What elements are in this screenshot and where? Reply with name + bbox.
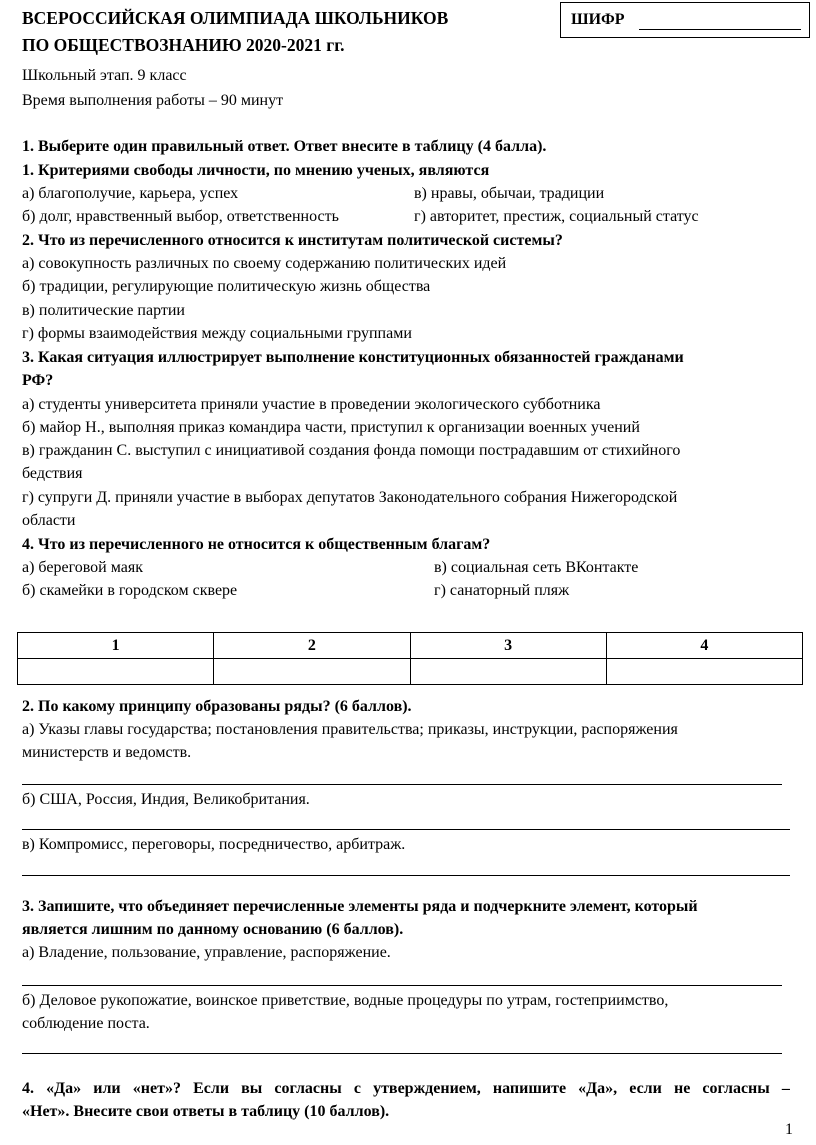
cipher-field-line xyxy=(639,29,801,30)
title-line-1: ВСЕРОССИЙСКАЯ ОЛИМПИАДА ШКОЛЬНИКОВ xyxy=(22,8,449,28)
q3-option-g-line-2: области xyxy=(22,512,76,529)
q3-text-line-2: РФ? xyxy=(22,372,54,389)
q2-option-b: б) традиции, регулирующие политическую жизнь общества xyxy=(22,278,431,295)
task4-word: не xyxy=(673,1080,691,1097)
q3-option-b: б) майор Н., выполняя приказ командира части, приступил к организации военных учений xyxy=(22,419,640,436)
page-number: 1 xyxy=(785,1121,793,1138)
task2-b-answer-line[interactable] xyxy=(22,829,790,830)
q4-option-g: г) санаторный пляж xyxy=(434,582,570,599)
task2-v-text: в) Компромисс, переговоры, посредничество, арбитраж. xyxy=(22,836,406,853)
task4-word: с xyxy=(353,1080,361,1097)
task4-word: согласны xyxy=(274,1080,342,1097)
cipher-box xyxy=(560,2,810,38)
q1-option-g: г) авторитет, престиж, социальный статус xyxy=(414,208,699,225)
task3-a-text: а) Владение, пользование, управление, распоряжение. xyxy=(22,944,391,961)
answer-cell-4[interactable] xyxy=(606,659,802,685)
answer-cell-3[interactable] xyxy=(410,659,606,685)
q1-option-v: в) нравы, обычаи, традиции xyxy=(414,185,605,202)
task4-word: если xyxy=(629,1080,662,1097)
task4-heading-line-2: «Нет». Внесите свои ответы в таблицу (10 баллов). xyxy=(22,1103,390,1120)
q3-text-line-1: 3. Какая ситуация иллюстрирует выполнение конституционных обязанностей гражданами xyxy=(22,349,684,366)
q4-option-v: в) социальная сеть ВКонтакте xyxy=(434,559,639,576)
task4-word: – xyxy=(781,1080,790,1097)
task3-b-line-2: соблюдение поста. xyxy=(22,1015,150,1032)
task4-word: «нет»? xyxy=(132,1080,181,1097)
q3-option-g-line-1: г) супруги Д. приняли участие в выборах депутатов Законодательного собрания Нижегородской xyxy=(22,489,678,506)
answer-table-header-row xyxy=(18,633,803,659)
task4-word: или xyxy=(93,1080,121,1097)
task3-a-answer-line[interactable] xyxy=(22,985,782,986)
task4-word: утверждением, xyxy=(373,1080,481,1097)
task4-word: напишите xyxy=(492,1080,567,1097)
answer-cell-1[interactable] xyxy=(18,659,214,685)
task4-word: «Да» xyxy=(46,1080,82,1097)
answer-table-header-3: 3 xyxy=(410,633,606,659)
answer-table-header-2: 2 xyxy=(214,633,410,659)
answer-table-header-4: 4 xyxy=(606,633,802,659)
q3-option-v-line-2: бедствия xyxy=(22,465,83,482)
task4-word: вы xyxy=(241,1080,263,1097)
answer-cell-2[interactable] xyxy=(214,659,410,685)
q2-text: 2. Что из перечисленного относится к институтам политической системы? xyxy=(22,232,563,249)
task4-heading-line-1 xyxy=(22,1080,790,1098)
q3-option-a: а) студенты университета приняли участие в проведении экологического субботника xyxy=(22,396,601,413)
q1-text: 1. Критериями свободы личности, по мнению ученых, являются xyxy=(22,162,490,179)
task3-heading-line-1: 3. Запишите, что объединяет перечисленные элементы ряда и подчеркните элемент, который xyxy=(22,898,698,915)
task4-word: Если xyxy=(193,1080,230,1097)
cipher-label: ШИФР xyxy=(571,11,625,28)
task1-heading: 1. Выберите один правильный ответ. Ответ внесите в таблицу (4 балла). xyxy=(22,138,547,155)
q1-option-a: а) благополучие, карьера, успех xyxy=(22,185,239,202)
task4-word: 4. xyxy=(22,1080,34,1097)
task4-word: «Да», xyxy=(578,1080,618,1097)
title-line-2: ПО ОБЩЕСТВОЗНАНИЮ 2020-2021 гг. xyxy=(22,35,345,55)
task2-a-line-2: министерств и ведомств. xyxy=(22,744,192,761)
q3-option-v-line-1: в) гражданин С. выступил с инициативой создания фонда помощи пострадавшим от стихийного xyxy=(22,442,681,459)
task3-b-line-1: б) Деловое рукопожатие, воинское приветствие, водные процедуры по утрам, гостеприимство, xyxy=(22,992,669,1009)
answer-table-input-row xyxy=(18,659,803,685)
q1-option-b: б) долг, нравственный выбор, ответственность xyxy=(22,208,339,225)
stage-text: Школьный этап. 9 класс xyxy=(22,67,187,84)
time-text: Время выполнения работы – 90 минут xyxy=(22,92,284,109)
answer-table-header-1: 1 xyxy=(18,633,214,659)
q2-option-v: в) политические партии xyxy=(22,302,185,319)
q4-text: 4. Что из перечисленного не относится к общественным благам? xyxy=(22,536,491,553)
task3-heading-line-2: является лишним по данному основанию (6 баллов). xyxy=(22,921,404,938)
q4-option-b: б) скамейки в городском сквере xyxy=(22,582,238,599)
q2-option-a: а) совокупность различных по своему содержанию политических идей xyxy=(22,255,507,272)
task2-a-line-1: а) Указы главы государства; постановления правительства; приказы, инструкции, распоряжения xyxy=(22,721,678,738)
task2-v-answer-line[interactable] xyxy=(22,875,790,876)
task2-b-text: б) США, Россия, Индия, Великобритания. xyxy=(22,791,310,808)
answer-table xyxy=(17,632,803,685)
task3-b-answer-line[interactable] xyxy=(22,1053,782,1054)
task2-a-answer-line[interactable] xyxy=(22,784,782,785)
q2-option-g: г) формы взаимодействия между социальными группами xyxy=(22,325,412,342)
task2-heading: 2. По какому принципу образованы ряды? (6 баллов). xyxy=(22,698,412,715)
task4-word: согласны xyxy=(702,1080,770,1097)
q4-option-a: а) береговой маяк xyxy=(22,559,143,576)
